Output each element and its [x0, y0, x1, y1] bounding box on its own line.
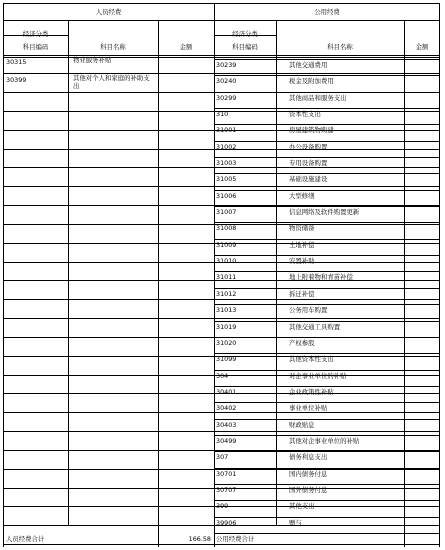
grid-line — [214, 92, 440, 93]
public-name-cell: 地上附着物和青苗补偿 — [289, 273, 353, 281]
public-name-cell: 信息网络及软件购置更新 — [289, 208, 360, 216]
public-name-cell: 债务利息支出 — [289, 453, 328, 461]
public-category-label: 经济分类 — [232, 30, 258, 38]
personnel-category-label: 经济分类 — [22, 30, 49, 38]
grid-line — [276, 20, 277, 525]
public-code-cell: 399 — [216, 502, 229, 510]
grid-line — [214, 206, 440, 207]
public-code-header: 科目编码 — [232, 43, 258, 51]
public-name-cell: 其他交通工具购置 — [289, 323, 341, 331]
public-name-cell: 财政贴息 — [289, 421, 315, 429]
public-name-cell: 土地补偿 — [289, 241, 315, 249]
grid-line — [214, 321, 440, 322]
grid-line — [214, 517, 440, 518]
grid-line — [3, 3, 4, 547]
public-code-cell: 31006 — [216, 192, 237, 200]
grid-line — [214, 288, 440, 289]
public-code-cell: 30499 — [216, 437, 237, 445]
public-code-cell: 30707 — [216, 486, 237, 494]
grid-line — [214, 304, 440, 305]
public-name-cell: 对企事业单位的补贴 — [289, 372, 347, 380]
public-name-cell: 税金及附加费用 — [289, 77, 334, 85]
personnel-name-cell: 其他对个人和家庭的补助支出 — [73, 74, 150, 90]
personnel-total-label: 人员经费合计 — [6, 535, 45, 543]
public-name-cell: 物资储备 — [289, 224, 315, 232]
public-name-cell: 安置补助 — [289, 257, 315, 265]
public-name-cell: 基础设施建设 — [289, 175, 328, 183]
public-code-cell: 31010 — [216, 257, 237, 265]
public-code-cell: 31002 — [216, 143, 237, 151]
public-code-cell: 30403 — [216, 421, 237, 429]
personnel-code-cell: 30315 — [6, 58, 27, 66]
public-name-cell: 大型修缮 — [289, 192, 315, 200]
public-name-cell: 其他交通费用 — [289, 61, 328, 69]
public-name-cell: 资本性支出 — [289, 110, 321, 118]
public-title: 公用经费 — [314, 8, 340, 16]
public-code-cell: 31001 — [216, 126, 237, 134]
public-code-cell: 31011 — [216, 273, 237, 281]
grid-line — [3, 3, 440, 4]
public-code-cell: 31003 — [216, 159, 237, 167]
grid-line — [214, 435, 440, 436]
public-code-cell: 31020 — [216, 339, 237, 347]
grid-line — [214, 222, 440, 223]
public-name-cell: 其他支出 — [289, 502, 315, 510]
grid-line — [68, 20, 69, 525]
grid-line — [214, 3, 215, 547]
grid-line — [3, 544, 440, 545]
public-total-label: 公用经费合计 — [216, 535, 255, 543]
grid-line — [214, 124, 440, 125]
public-name-header: 科目名称 — [327, 43, 353, 51]
grid-line — [214, 337, 440, 338]
grid-line — [214, 141, 440, 142]
public-code-cell: 304 — [216, 372, 229, 380]
grid-line — [214, 451, 440, 452]
public-name-cell: 房屋建筑物购建 — [289, 126, 334, 134]
public-name-cell: 其他商品和服务支出 — [289, 94, 347, 102]
grid-line — [214, 271, 440, 272]
grid-line — [214, 533, 440, 534]
public-name-cell: 国内债务付息 — [289, 470, 328, 478]
public-name-cell: 专用设备购置 — [289, 159, 328, 167]
grid-line — [214, 500, 440, 501]
public-code-cell: 307 — [216, 453, 229, 461]
public-code-cell: 30239 — [216, 61, 237, 69]
public-amount-header: 金额 — [415, 43, 429, 51]
personnel-name-header: 科目名称 — [100, 43, 126, 51]
public-code-cell: 31009 — [216, 241, 237, 249]
grid-line — [439, 3, 440, 547]
public-code-cell: 30401 — [216, 388, 237, 396]
public-name-cell: 赠与 — [289, 519, 302, 527]
public-name-cell: 产权参股 — [289, 339, 315, 347]
personnel-title: 人员经费 — [95, 8, 122, 16]
grid-line — [214, 173, 440, 174]
public-code-cell: 30299 — [216, 94, 237, 102]
grid-line — [214, 59, 440, 60]
public-name-cell: 办公设备购置 — [289, 143, 328, 151]
public-code-cell: 30701 — [216, 470, 237, 478]
grid-line — [158, 20, 159, 547]
public-name-cell: 企业政策性补贴 — [289, 388, 334, 396]
grid-line — [214, 419, 440, 420]
public-code-cell: 310 — [216, 110, 229, 118]
grid-line — [214, 108, 440, 109]
public-code-cell: 31005 — [216, 175, 237, 183]
personnel-name-cell: 物业服务补贴 — [73, 56, 112, 64]
public-name-cell: 国外债务付息 — [289, 486, 328, 494]
public-code-cell: 30240 — [216, 77, 237, 85]
public-name-cell: 其他对企事业单位的补贴 — [289, 437, 360, 445]
public-code-cell: 31013 — [216, 306, 237, 314]
public-code-cell: 39906 — [216, 519, 237, 527]
personnel-amount-header: 金额 — [179, 43, 193, 51]
grid-line — [214, 190, 440, 191]
grid-line — [214, 386, 440, 387]
grid-line — [214, 255, 440, 256]
public-code-cell: 31012 — [216, 290, 237, 298]
public-name-cell: 拆迁补偿 — [289, 290, 315, 298]
public-code-cell: 31008 — [216, 224, 237, 232]
public-code-cell: 31019 — [216, 323, 237, 331]
personnel-code-header: 科目编码 — [22, 43, 49, 51]
personnel-code-cell: 30399 — [6, 76, 27, 84]
grid-line — [214, 239, 440, 240]
public-name-cell: 其他资本性支出 — [289, 355, 334, 363]
grid-line — [214, 75, 440, 76]
grid-line — [214, 370, 440, 371]
grid-line — [214, 468, 440, 469]
grid-line — [214, 484, 440, 485]
grid-line — [214, 402, 440, 403]
public-code-cell: 31099 — [216, 355, 237, 363]
public-code-cell: 31007 — [216, 208, 237, 216]
expense-table — [3, 3, 440, 547]
public-name-cell: 公务用车购置 — [289, 306, 328, 314]
grid-line — [214, 353, 440, 354]
public-code-cell: 30402 — [216, 404, 237, 412]
grid-line — [214, 157, 440, 158]
public-name-cell: 事业单位补贴 — [289, 404, 328, 412]
personnel-total-value: 166.58 — [188, 535, 211, 543]
